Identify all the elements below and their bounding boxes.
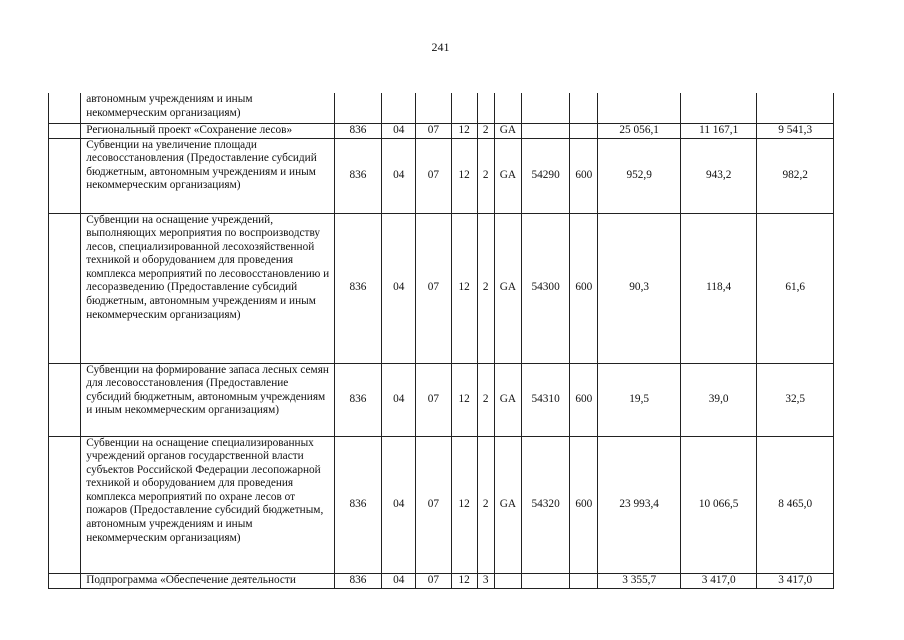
year2-amount-cell: 39,0 (680, 363, 756, 436)
direction-code-cell: 54320 (521, 436, 569, 573)
year1-amount-cell (598, 93, 681, 123)
year2-amount-cell: 118,4 (680, 213, 756, 363)
year2-amount-cell: 10 066,5 (680, 436, 756, 573)
grbs-cell: 836 (334, 573, 381, 588)
section-cell: 04 (382, 138, 416, 213)
table-row (49, 436, 834, 573)
program-code-cell: 12 (451, 573, 477, 588)
item-name-cell: Субвенции на увеличение площади лесовосстановления (Предоставление субсидий бюджетным, автономным учреждениям и иным некоммерческим организациям) (81, 138, 335, 213)
project-code-cell: GA (494, 363, 521, 436)
subprogram-code-cell (477, 93, 494, 123)
table-row (49, 213, 834, 363)
year1-amount-cell: 23 993,4 (598, 436, 681, 573)
year1-amount-cell: 952,9 (598, 138, 681, 213)
project-code-cell: GA (494, 436, 521, 573)
expense-type-cell: 600 (570, 213, 598, 363)
table-row (49, 138, 834, 213)
row-marker-cell (49, 138, 81, 213)
expense-type-cell (570, 573, 598, 588)
table-row (49, 123, 834, 138)
subsection-cell: 07 (416, 213, 451, 363)
expense-type-cell (570, 93, 598, 123)
page-number: 241 (431, 40, 450, 54)
year3-amount-cell: 8 465,0 (757, 436, 834, 573)
row-marker-cell (49, 93, 81, 123)
section-cell: 04 (382, 123, 416, 138)
year3-amount-cell: 3 417,0 (757, 573, 834, 588)
subprogram-code-cell: 2 (477, 138, 494, 213)
item-name-cell: Субвенции на оснащение учреждений, выполняющих мероприятия по воспроизводству лесов, специализированной лесохозяйственной техникой и оборудованием для проведения комплекса мероприятий по лесовосстановлению и лесоразведению (Предоставление субсидий бюджетным, автономным учреждениям и иным некоммерческим организациям) (81, 213, 335, 363)
subprogram-code-cell: 3 (477, 573, 494, 588)
year1-amount-cell: 3 355,7 (598, 573, 681, 588)
direction-code-cell (521, 573, 569, 588)
subsection-cell: 07 (416, 363, 451, 436)
grbs-cell: 836 (334, 138, 381, 213)
year3-amount-cell: 982,2 (757, 138, 834, 213)
direction-code-cell: 54290 (521, 138, 569, 213)
year3-amount-cell: 9 541,3 (757, 123, 834, 138)
row-marker-cell (49, 363, 81, 436)
row-marker-cell (49, 436, 81, 573)
budget-table (48, 93, 834, 589)
item-name-cell: автономным учреждениям и иным некоммерческим организациям) (81, 93, 335, 123)
year3-amount-cell (757, 93, 834, 123)
direction-code-cell: 54310 (521, 363, 569, 436)
item-name-cell: Подпрограмма «Обеспечение деятельности (81, 573, 335, 588)
year1-amount-cell: 19,5 (598, 363, 681, 436)
budget-table-body (49, 93, 834, 588)
grbs-cell: 836 (334, 213, 381, 363)
program-code-cell (451, 93, 477, 123)
expense-type-cell: 600 (570, 363, 598, 436)
table-row (49, 363, 834, 436)
direction-code-cell: 54300 (521, 213, 569, 363)
project-code-cell (494, 93, 521, 123)
subsection-cell: 07 (416, 138, 451, 213)
subprogram-code-cell: 2 (477, 436, 494, 573)
year3-amount-cell: 61,6 (757, 213, 834, 363)
year2-amount-cell: 3 417,0 (680, 573, 756, 588)
item-name-cell: Субвенции на формирование запаса лесных семян для лесовосстановления (Предоставление субсидий бюджетным, автономным учреждениям и иным некоммерческим организациям) (81, 363, 335, 436)
section-cell: 04 (382, 436, 416, 573)
project-code-cell: GA (494, 138, 521, 213)
item-name-cell: Субвенции на оснащение специализированных учреждений органов государственной власти субъектов Российской Федерации лесопожарной техникой и оборудованием для проведения комплекса мероприятий по охране лесов от пожаров (Предоставление субсидий бюджетным, автономным учреждениям и иным некоммерческим организациям) (81, 436, 335, 573)
direction-code-cell (521, 93, 569, 123)
row-marker-cell (49, 213, 81, 363)
subsection-cell: 07 (416, 573, 451, 588)
grbs-cell: 836 (334, 363, 381, 436)
project-code-cell (494, 573, 521, 588)
direction-code-cell (521, 123, 569, 138)
project-code-cell: GA (494, 123, 521, 138)
program-code-cell: 12 (451, 436, 477, 573)
program-code-cell: 12 (451, 123, 477, 138)
grbs-cell: 836 (334, 123, 381, 138)
subsection-cell (416, 93, 451, 123)
subprogram-code-cell: 2 (477, 363, 494, 436)
subsection-cell: 07 (416, 436, 451, 573)
expense-type-cell: 600 (570, 138, 598, 213)
subsection-cell: 07 (416, 123, 451, 138)
grbs-cell (334, 93, 381, 123)
year1-amount-cell: 25 056,1 (598, 123, 681, 138)
section-cell: 04 (382, 363, 416, 436)
expense-type-cell: 600 (570, 436, 598, 573)
program-code-cell: 12 (451, 213, 477, 363)
table-row (49, 93, 834, 123)
section-cell (382, 93, 416, 123)
program-code-cell: 12 (451, 138, 477, 213)
year2-amount-cell (680, 93, 756, 123)
item-name-cell: Региональный проект «Сохранение лесов» (81, 123, 335, 138)
year2-amount-cell: 943,2 (680, 138, 756, 213)
table-row (49, 573, 834, 588)
subprogram-code-cell: 2 (477, 123, 494, 138)
section-cell: 04 (382, 213, 416, 363)
year3-amount-cell: 32,5 (757, 363, 834, 436)
row-marker-cell (49, 123, 81, 138)
subprogram-code-cell: 2 (477, 213, 494, 363)
program-code-cell: 12 (451, 363, 477, 436)
section-cell: 04 (382, 573, 416, 588)
expense-type-cell (570, 123, 598, 138)
row-marker-cell (49, 573, 81, 588)
year2-amount-cell: 11 167,1 (680, 123, 756, 138)
grbs-cell: 836 (334, 436, 381, 573)
project-code-cell: GA (494, 213, 521, 363)
year1-amount-cell: 90,3 (598, 213, 681, 363)
